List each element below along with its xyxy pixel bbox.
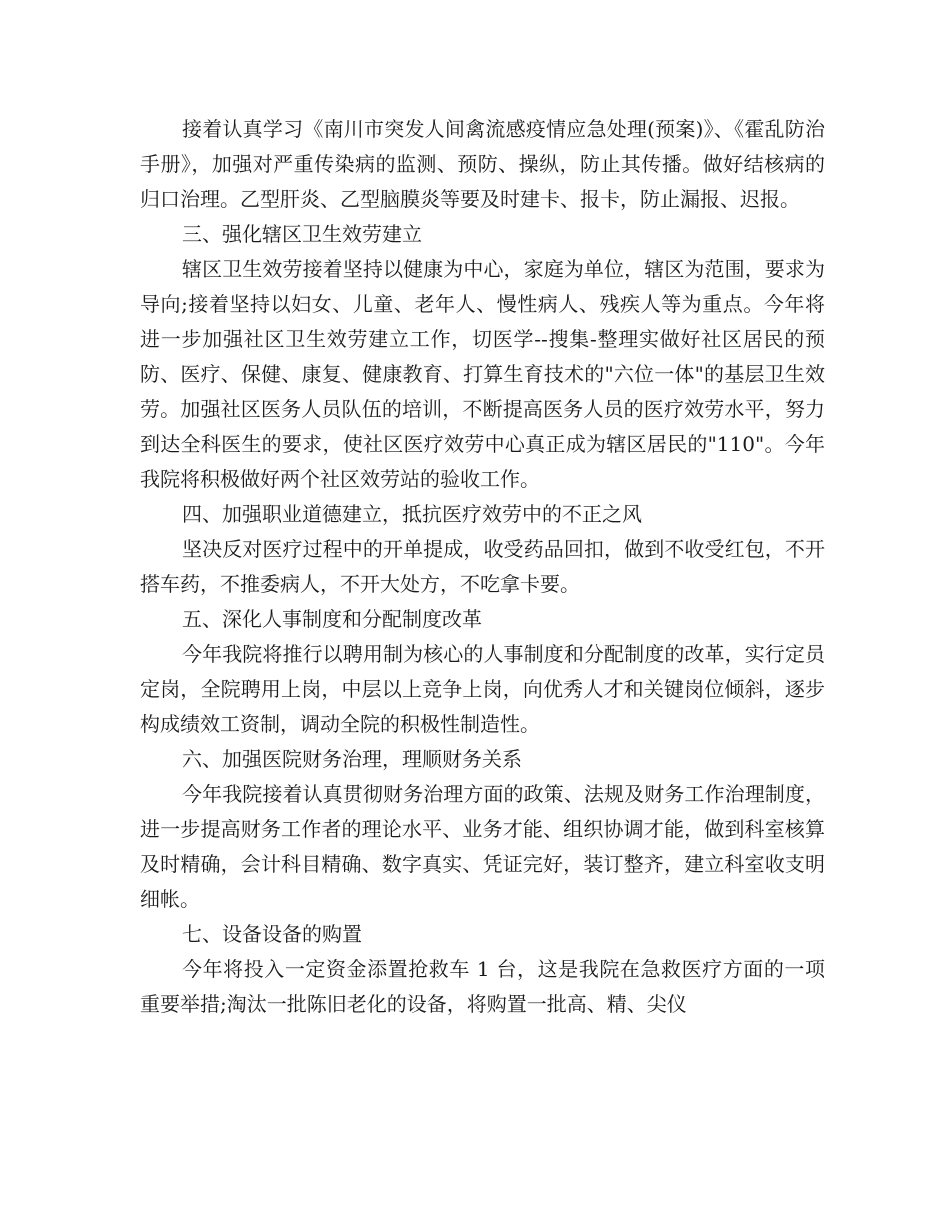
paragraph-financial-management: 今年我院接着认真贯彻财务治理方面的政策、法规及财务工作治理制度，进一步提高财务工作者的理论水平、业务才能、组织协调才能，做到科室核算及时精确，会计科目精确、数字真实、凭证完好，装订整齐，建立科室收支明细帐。 xyxy=(140,782,825,911)
section-heading-financial-management: 六、加强医院财务治理，理顺财务关系 xyxy=(182,747,522,771)
paragraph-community-health: 辖区卫生效劳接着坚持以健康为中心，家庭为单位，辖区为范围，要求为导向;接着坚持以妇女、儿童、老年人、慢性病人、残疾人等为重点。今年将进一步加强社区卫生效劳建立工作，切医学--搜集-整理实做好社区居民的预防、医疗、保健、康复、健康教育、打算生育技术的"六位一体"的基层卫生效劳。加强社区医务人员队伍的培训，不断提高医务人员的医疗效劳水平，努力到达全科医生的要求，使社区医疗效劳中心真正成为辖区居民的"110"。今年我院将积极做好两个社区效劳站的验收工作。 xyxy=(140,257,825,491)
section-heading-personnel-reform: 五、深化人事制度和分配制度改革 xyxy=(182,607,482,631)
section-heading-professional-ethics: 四、加强职业道德建立，抵抗医疗效劳中的不正之风 xyxy=(182,502,642,526)
paragraph-equipment-purchase: 今年将投入一定资金添置抢救车 1 台，这是我院在急救医疗方面的一项重要举措;淘汰一批陈旧老化的设备，将购置一批高、精、尖仪 xyxy=(140,957,825,1016)
section-heading-community-health: 三、强化辖区卫生效劳建立 xyxy=(182,222,422,246)
section-heading-equipment-purchase: 七、设备设备的购置 xyxy=(182,922,362,946)
paragraph-professional-ethics: 坚决反对医疗过程中的开单提成，收受药品回扣，做到不收受红包，不开搭车药，不推委病人，不开大处方，不吃拿卡要。 xyxy=(140,537,825,596)
paragraph-disease-control: 接着认真学习《南川市突发人间禽流感疫情应急处理(预案)》、《霍乱防治手册》，加强对严重传染病的监测、预防、操纵，防止其传播。做好结核病的归口治理。乙型肝炎、乙型脑膜炎等要及时建卡、报卡，防止漏报、迟报。 xyxy=(140,117,825,211)
document-body xyxy=(140,112,825,1022)
paragraph-personnel-reform: 今年我院将推行以聘用制为核心的人事制度和分配制度的改革，实行定员定岗，全院聘用上岗，中层以上竞争上岗，向优秀人才和关键岗位倾斜，逐步构成绩效工资制，调动全院的积极性制造性。 xyxy=(140,642,825,736)
